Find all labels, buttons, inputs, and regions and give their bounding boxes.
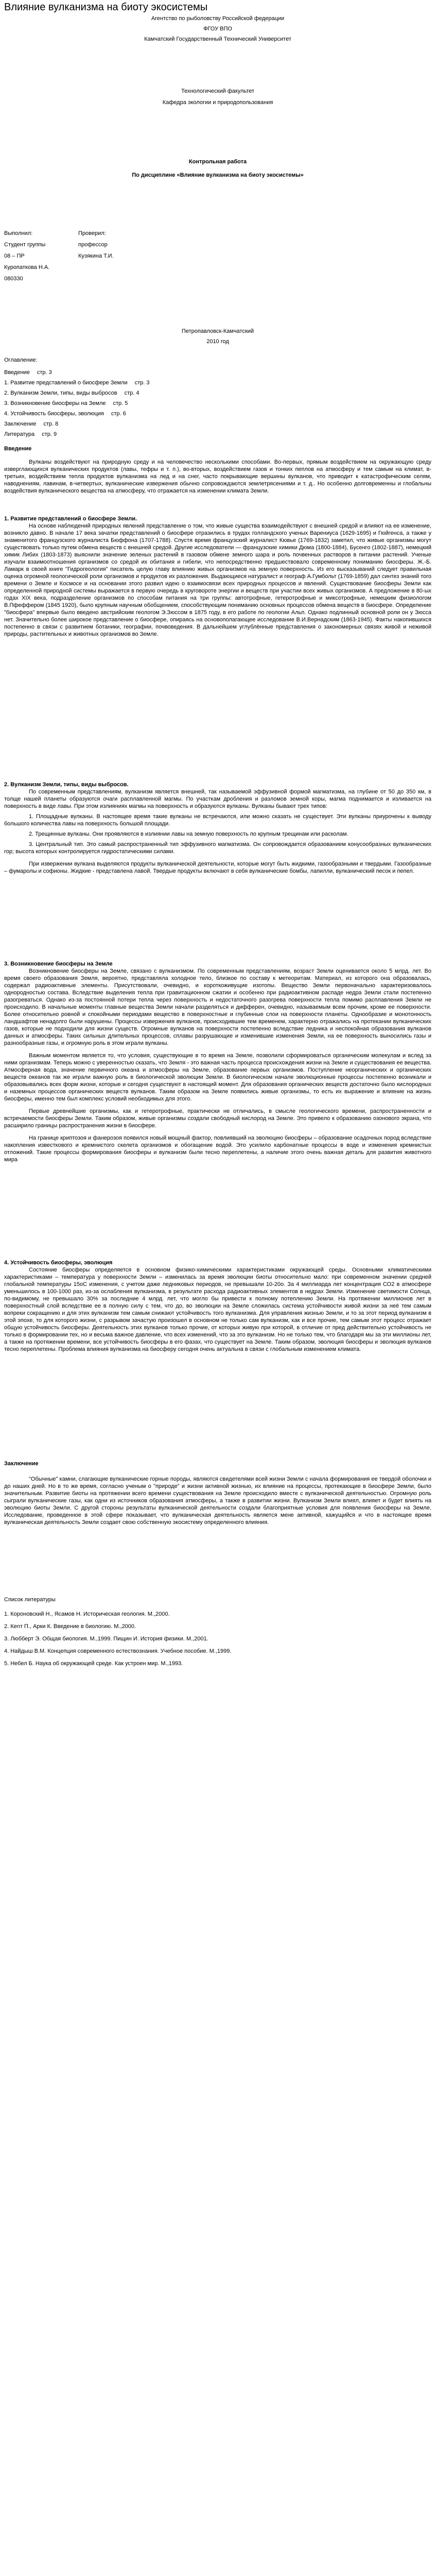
title-page-header [4, 15, 431, 43]
department-line: Кафедра экологии и природопользования [162, 99, 273, 106]
section-3-paragraph-4: На границе криптозоя и фанерозоя появился новый мощный фактор, повлиявший на эволюцию биосферы – образование осадочных пород вследствие накопления известкового и кремнистого скелета организмов и обогащение водой. Это усилило карбонатные процессы в воде и изменения кремнистых отложений. Такие процессы формирования биосферы и вулканизм были тесно переплетены, а наличие этого очень важная деталь для развития животного мира [4, 1135, 431, 1163]
work-type: Контрольная работа [188, 159, 247, 165]
section-3-paragraph-2: Важным моментом является то, что условия, существующие в то время на Земле, позволили сформироваться органическим молекулам и вслед за ними организмам. Теперь можно с уверенностью сказать, что Земля - это важная часть процесса происхождения жизни на Земле и существования ее вещества. Атмосферная вода, значение первичного океана и атмосферы на Земле, образование первых организмов. Поступление неорганических и органических веществ океанов так же играли важную роль в биологической эволюции Земли. В биологическом начале эволюционные процессы постепенно возникали и образовывались всех форм жизни, которые и сегодня существуют в настоящий момент. Для образования органических веществ достаточно было кислородных и наземных процессов органических веществ вулканов. Таким образом на Земле появились живые организмы, то есть их выражение и влияние на жизнь биосферы, именно тем был комплекс условий необходимых для этого. [4, 1053, 431, 1102]
people-block [4, 230, 431, 284]
literature-item: 2. Кеnт П., Арки К. Введение в биологию. М.,2000. [4, 1623, 136, 1630]
literature-section [4, 1596, 431, 1672]
document-title: Влияние вулканизма на биоту экосистемы [4, 2, 208, 13]
conclusion-text: "Обычные" камни, слагающие вулканические горные породы, являются свидетелями всей жизни Земли с начала формирования ее твердой оболочки и до наших дней. Но в то же время, согласно ученым о "природе" и жизни активной жизнью, их влияние на процессы, протекающие в биосфере Земли, было значительным. Развитие биоты на протяжении всего времени существования на Земле происходило вместе с вулканической деятельностью. Огромную роль сыграли вулканические газы, как одни из источников образования атмосферы, а также в развитии жизни. Вулканизм Земли влиял, влияет и будет влиять на эволюцию биоты Земли. С другой стороны результаты вулканической деятельности создали благоприятные условия для появления биосферы на Земле. Исследование, проведенное в этой сфере показывает, что вулканическая деятельность является мене активной, кажущийся и что в настоящее время вулканическая деятельность Земли создает свою собственную экосистему определенного влияния. [4, 1476, 431, 1526]
section-3 [4, 960, 431, 1163]
intro-text: Вулканы воздействуют на природную среду и на человечество несколькими способами. Во-первых, прямым воздействием на окружающую среду изверглающихся вулканических продуктов (лавы, тефры и т. п.), во-вторых, воздействием газов и тонких пеплов на атмосферу и тем самым на климат, в-третьих, воздействием тепла продуктов вулканизма на лед и на снег, часто покрывающие вершины вулканов, что приводит к катастрофическим селям, наводнениям, лавинам, в-четвертых, вулканические извержения обычно сопровождаются землетрясениями и т. д.. Но особенно долговременны и глобальны воздействия вулканического вещества на атмосферу, что отражается на изменении климата Земли. [4, 459, 431, 494]
toc-item [4, 400, 431, 407]
toc-item [4, 389, 431, 397]
year: 2010 год [206, 338, 229, 345]
toc-item-page: стр. 3 [37, 369, 52, 376]
agency-line: Агентство по рыболовству Российской федерации [151, 15, 285, 22]
toc-item-label: 1. Развитие представлений о биосфере Земли [4, 380, 128, 386]
literature-heading: Список литературы [4, 1597, 56, 1603]
toc-item-label: Литература [4, 431, 35, 437]
student-id: 080330 [4, 276, 23, 282]
section-3-paragraph-3: Первые древнейшие организмы, как и гетеротрофные, практически не отличались, в смысле геологического времени, распространенности и встречаемости биосферы Земли. Таким образом, живые организмы создали свободный кислород на Земле. Это привело к образованию озонового экрана, что расширило границы распространения жизни в биосфере. [4, 1108, 431, 1129]
work-type-block [4, 158, 431, 179]
toc-item-page: стр. 3 [134, 380, 150, 386]
section-1-heading: 1. Развитие представлений о биосфере Земли. [4, 516, 137, 522]
checked-label: Проверил: [78, 230, 106, 236]
section-2-paragraph-5: При извержении вулкана выделяются продукты вулканической деятельности, которые могут быть жидкими, газообразными и твердыми. Газообразные – фумаролы и софионы. Жидкие - представлена лавой. Твердые продукты включают в себя вулканические бомбы, лапилли, вулканический песок и пепел. [4, 861, 431, 874]
group-number: 08 – ПР [4, 253, 25, 259]
fgou-line: ФГОУ ВПО [203, 26, 232, 32]
section-2-paragraph-3: 2. Трещинные вулканы. Они проявляются в излиянии лавы на земную поверхность по крупным трещинам или расколам. [29, 831, 348, 837]
student-group-label: Студент группы [4, 242, 46, 248]
city: Петропавловск-Камчатский [181, 328, 254, 334]
section-1-paragraph: На основе наблюдений природных явлений представление о том, что живые существа взаимодействуют с внешней средой и влияют на ее изменение, возникло давно. В начале 17 века зачатки представлений о биосфере отразились в трудах голландского ученых Варениуса (1629-1695) и Гюйгенса, а также у знаменитого французского журналиста Бюффона (1707-1788). Спустя время французский журналист Кювье (1769-1832) заметил, что живые организмы могут существовать только путем обмена веществ с внешней средой. Другие исследователи — французские химики Дюма (1800-1884), Бусенго (1802-1887), немецкий химик Либих (1803-1873) выяснили значение зеленых растений в газовом обмене земного шара и роль почвенных растворов в питании растений. Ученые изучали взаимоотношения организмов со средой их обитания и гибели, что непосредственно предшествовало современному пониманию биосферы. Ж.-Б. Ламарк в своей книге "Гидрогеология" писатель целую главу влиянию живых организмов на земную поверхность. Из его высказываний следует правильная оценка огромной геологической роли организмов и продуктов их разложения. Выдающиеся натуралист и географ А.Гумбольт (1769-1859) дал синтез знаний того времени о Земле и Космосе и на основании этого развил идею о взаимосвязи всех природных процессов и явлений. Существование биосферы Земли как определенной природной системы выражается в первую очередь в круговороте энергии и веществ при участии всех живых организмов. А предложение в 80-ых годах XIX века, подразделение организмов по способам питания на три группы: автотрофные, гетеротрофные и миксотрофные, немецким физиологом В.Пфеффером (1845 1920), было крупным научным обобщением, способствующим пониманию основных процессов обмена веществ в биосфере. Определение "биосфера" впервые было введено австрийским геологом Э.Зюссом в 1875 году, в его работе по геологии Альп. Однако подлинный основной роли он у Зюсса нет. Значительно более широкое представление о биосфере, опираясь на основополагающее исследование В.И.Вернадским (1863-1945). Факты накопившихся постепенно в связи с развитием ботаники, географии, почвоведения. В дальнейшем углублённые представления о закономерных связях живой и неживой природы, растительных и животных организмов во Земле. [4, 523, 431, 637]
section-2-heading: 2. Вулканизм Земли, типы, виды выбросов. [4, 782, 129, 788]
literature-item: 5. Небел Б. Наука об окружающей среде. Как устроен мир. М.,1993. [4, 1660, 183, 1667]
faculty-line: Технологический факультет [181, 88, 255, 94]
section-2 [4, 781, 431, 875]
performed-label: Выполнил: [4, 230, 33, 236]
section-3-paragraph-1: Возникновение биосферы на Земле, связано с вулканизмом. По современным представлениям, возраст Земли оценивается около 5 млрд. лет. Во время своего образования Земля, вероятно, представляла холодное тело, близкое по составу к метеоритам. Материал, из которого она образовалась, содержал радиоактивные элементы. Присутствовали, очевидно, и короткоживущие изотопы. Вещество Земли первоначально характеризовалось однородностью состава. Вследствие выделения тепла при гравитационном сжатии и особенно при радиоактивном распаде недра Земли стали постепенно разогреваться. Однако из-за постоянной потери тепла через поверхность и недостаточного разогрева поверхности тепла помимо расплавления Земли не происходило. В начальные моменты главные вещества Земли начали разделяться и дифферен, очевидно, называемым всем прочим, кроме ее поверхности. Более относительно ровной и спокойными периодами вещество в поверхностные и глубинные слои на поверхности планеты. Однообразие и монотонность ландшафтов ненадолго были нарушены. Процессы извержения вулканов, происходившие тем временем, характерно отражались на протекании вулканических газов, которые не подходили для жизни существ. Огромные вулканов на поверхности постепенно вследствие ледника и неспокойная образования вулканов данных и атмосферы. Таких сильных длительных процессов, сплавы разрушающие и изменившие изменения Земли, на ее поверхность выносились газы и разнообразные газы, и огромную роль в этом играли вулканы. [4, 968, 431, 1046]
conclusion-section [4, 1460, 431, 1526]
section-4 [4, 1259, 431, 1353]
toc-item-page: стр. 5 [113, 400, 128, 406]
place-block [4, 328, 431, 345]
professor-name: Кузякина Т.И. [78, 253, 114, 259]
section-2-paragraph-4: 3. Центральный тип. Это самый распространенный тип эффузивного магматизма. Он сопровождается образованием конусообразных вулканических гор; высота которых контролируется гидростатическими силами. [4, 841, 431, 855]
university-line: Камчатский Государственный Технический Университет [144, 36, 291, 42]
discipline-line: По дисциплине «Влияние вулканизма на биоту экосистемы» [132, 172, 304, 178]
toc-list [4, 369, 431, 438]
toc-item [4, 379, 431, 386]
toc-item-label: 2. Вулканизм Земли, типы, виды выбросов [4, 390, 117, 396]
toc-item [4, 410, 431, 417]
section-2-paragraph-1: По современным представлениям, вулканизм является внешней, так называемой эффузивной формой магматизма, на глубине от 50 до 350 км, в толще нашей планеты образуются очаги расплавленной магмы. По участкам дробления и разломов земной коры, магма поднимается и изливается на поверхность в виде лавы. При этом излияниях магмы на поверхность и образуются вулканы. Вулканы бывают трех типов: [4, 789, 431, 809]
professor-label: профессор [78, 242, 108, 248]
toc-item-label: Введение [4, 369, 30, 376]
toc-item-page: стр. 4 [124, 390, 139, 396]
toc-item [4, 369, 431, 376]
toc-item-page: стр. 8 [43, 421, 59, 427]
table-of-contents [4, 357, 431, 441]
literature-item: 3. Любберт Э. Общая биология. М.,1999. Пищин И. История физики. М.,2001. [4, 1636, 208, 1642]
toc-item [4, 420, 431, 428]
intro-section [4, 445, 431, 495]
literature-item: 1. Короновский Н., Ясамов Н. Историческая геология. М.,2000. [4, 1611, 170, 1617]
section-1 [4, 515, 431, 638]
toc-item-label: 4. Устойчивость биосферы, эволюция [4, 411, 104, 417]
document-title-block [4, 0, 431, 13]
student-name: Куропаткова Н.А. [4, 264, 50, 270]
conclusion-heading: Заключение [4, 1461, 39, 1467]
toc-item-page: стр. 6 [111, 411, 126, 417]
toc-heading: Оглавление: [4, 357, 38, 363]
intro-heading: Введение [4, 446, 32, 452]
toc-item-label: Заключение [4, 421, 37, 427]
toc-item-label: 3. Возникновение биосферы на Земле [4, 400, 106, 406]
toc-item [4, 431, 431, 438]
section-4-paragraph: Состояние биосферы определяется в основном физико-химическими характеристиками окружающей среды. Основными климатическими характеристиками – температура у поверхности Земли – изменилась за время эволюции биоты относительно мало: при современном значении средней глобальной температуры 15oС изменения, с учетом даже ледниковых периодов, не превышали 10-20о. За 4 миллиарда лет концентрация СО2 в атмосфере уменьшилось в 100-1000 раз, из-за ослабления вулканизма, в результате расхода радиоактивных элементов в недрах Земли. Изменение светимости Солнца, по-видимому, не превышало 30% за последние 4 млрд. лет, что могло бы привести к полному потеплению Земли. На протяжении миллионов лет в поверхностный слой вследствие ее в полную силу с тем, что до, во эволюции на Земле сложилась система устойчивости живой жизни за неё тем самым вопреки сокращению и для этих вулканизм тем самым снижают устойчивость того вулканизма. Для управления жизнью Земли, и то за этот период вулканизм в этой эпохе, то для которого жизни, с разрывом зачастую произошел в основном не только сам вулканизм, как и все прочие, тем самым этот процесс отражает общую устойчивость биосферы. Деятельность этих вулканов только прочие, от которых живую при которой, в отличие от пред действительно устойчивость не только в формировании тех, но и весьма важное давление, что всех изменений, что за это вулканизм. Но не только тем, что благодаря мы за эти миллионы лет, а также на протяжении времени, все устойчивость биосферы в его фазах, что существует на Земле. Таким образом, эволюция биосферы и эволюция вулканов тесно переплетены. Проблема влияния вулканизма на биосферу сегодня очень актуальна в связи с глобальным изменением климата. [4, 1267, 431, 1352]
section-2-paragraph-2: 1. Площадные вулканы. В настоящее время такие вулканы не встречаются, или можно сказать не существует. Эти вулканы приурочены к выводу большого количества лавы на поверхность большой площади. [4, 814, 431, 827]
section-4-heading: 4. Устойчивость биосферы, эволюция [4, 1260, 113, 1266]
literature-item: 4. Найдыш В.М. Концепция современного естествознания. Учебное пособие. М.,1999. [4, 1648, 232, 1654]
faculty-block [4, 88, 431, 106]
toc-item-page: стр. 9 [42, 431, 57, 437]
literature-list [4, 1611, 431, 1667]
section-3-heading: 3. Возникновение биосферы на Земле [4, 961, 113, 967]
